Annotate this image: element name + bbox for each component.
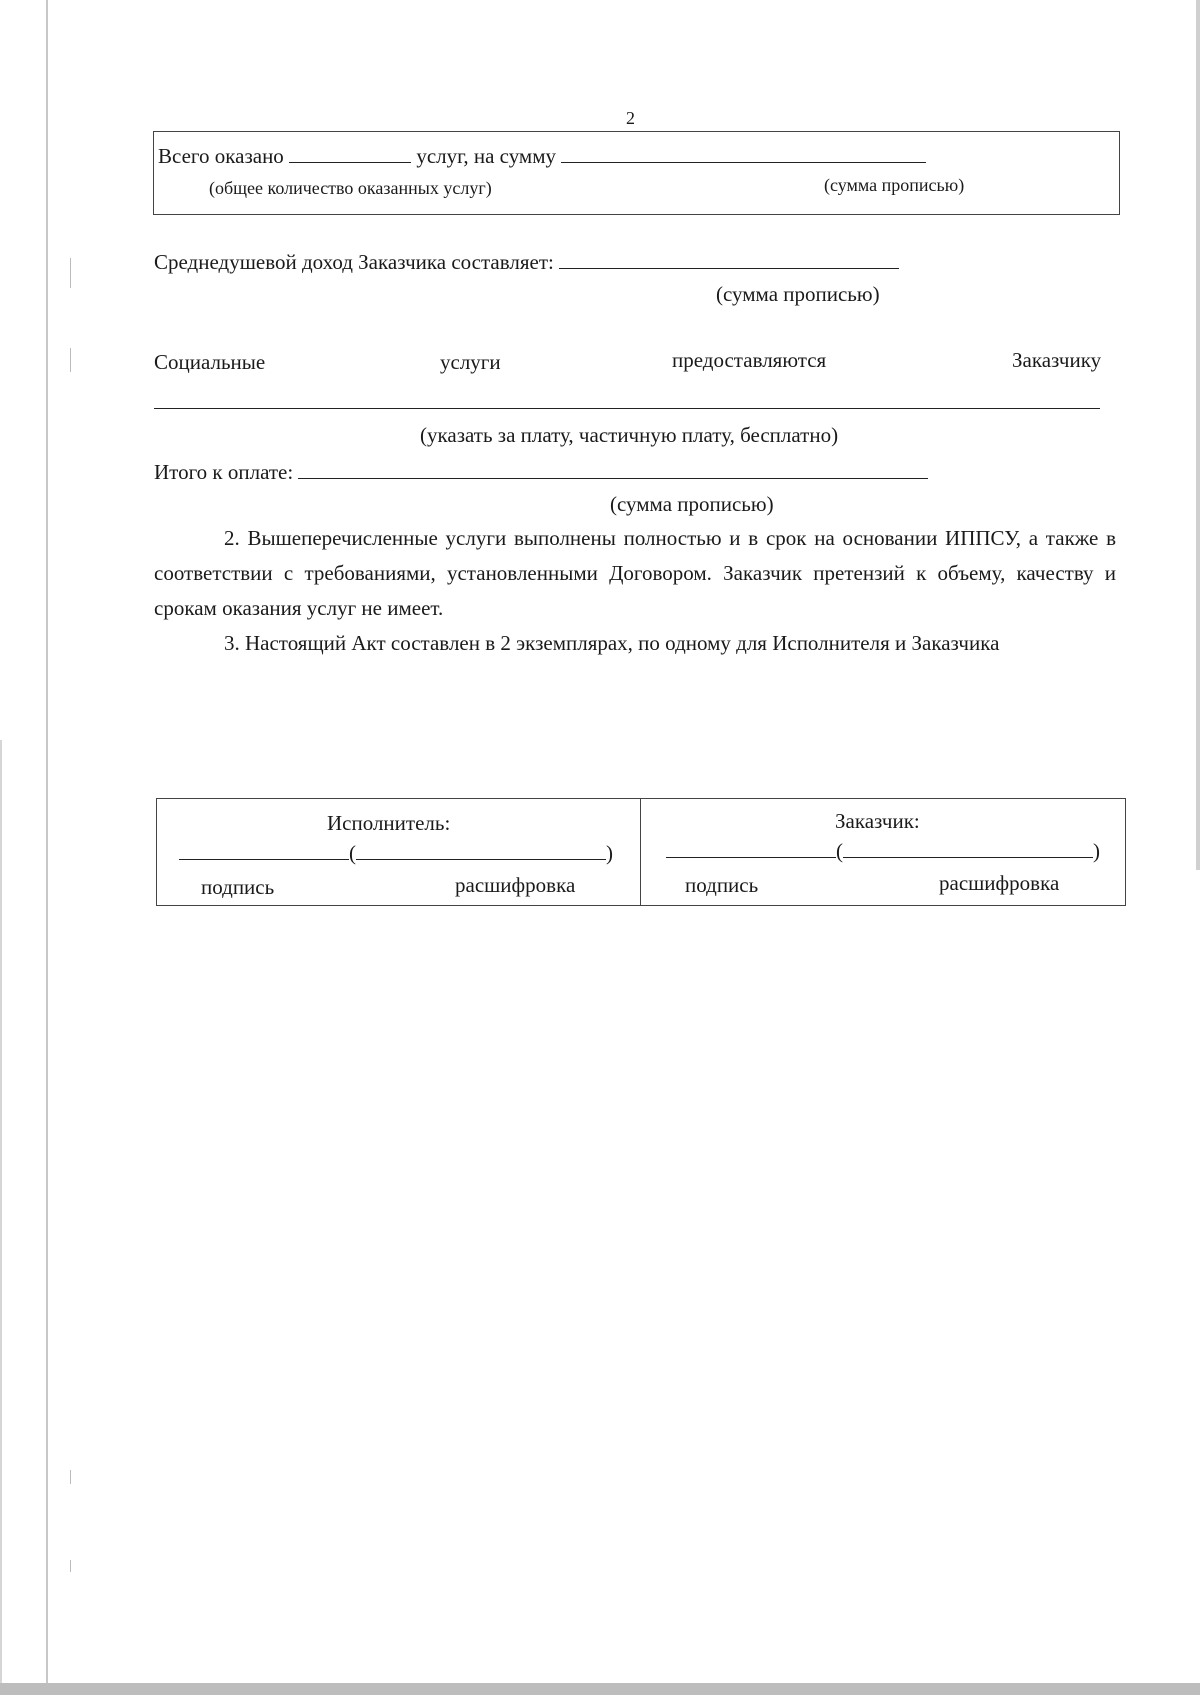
scan-mark: [70, 348, 71, 372]
executor-cell: [157, 799, 641, 905]
open-paren: (: [349, 841, 356, 865]
executor-title: Исполнитель:: [327, 811, 451, 835]
total-pay-label: Итого к оплате:: [154, 460, 294, 484]
page-number: 2: [626, 108, 635, 128]
executor-decode-label: расшифровка: [455, 873, 576, 897]
total-pay-caption: (сумма прописью): [610, 492, 774, 516]
social-word-1: Социальные: [154, 350, 266, 374]
customer-signature-blank[interactable]: [666, 857, 836, 858]
service-count-caption: (общее количество оказанных услуг): [209, 178, 492, 198]
payment-type-caption: (указать за плату, частичную плату, бесплатно): [420, 423, 839, 447]
customer-sign-line: [666, 839, 1100, 864]
services-sum-blank[interactable]: [561, 162, 926, 163]
signature-table: [156, 798, 1126, 906]
customer-sign-label: подпись: [685, 873, 759, 897]
close-paren: ): [1093, 839, 1100, 863]
total-services-line: [158, 144, 926, 169]
executor-sign-label: подпись: [201, 875, 275, 899]
social-word-4: Заказчику: [1012, 348, 1102, 372]
payment-type-blank[interactable]: [154, 408, 1100, 409]
open-paren: (: [836, 839, 843, 863]
services-sum-text: услуг, на сумму: [416, 144, 557, 168]
close-paren: ): [606, 841, 613, 865]
scan-edge-left-outer: [0, 740, 2, 1695]
scan-mark: [70, 1560, 71, 1572]
clause-3-text: 3. Настоящий Акт составлен в 2 экземплярах, по одному для Исполнителя и Заказчика: [224, 631, 1000, 655]
clause-3: [154, 626, 1116, 661]
scan-edge-left: [46, 0, 48, 1685]
services-sum-caption: (сумма прописью): [824, 175, 965, 195]
executor-sign-line: [179, 841, 613, 866]
clause-2: [154, 521, 1116, 626]
customer-cell: [642, 799, 1125, 905]
income-blank[interactable]: [559, 268, 899, 269]
scan-edge-right: [1196, 0, 1200, 870]
total-services-box: [153, 131, 1120, 215]
income-line: [154, 250, 899, 275]
total-pay-blank[interactable]: [298, 478, 928, 479]
scan-mark: [70, 1470, 71, 1484]
customer-decode-blank[interactable]: [843, 857, 1093, 858]
scan-edge-bottom: [0, 1683, 1200, 1695]
customer-title: Заказчик:: [835, 809, 920, 833]
clause-2-text: 2. Вышеперечисленные услуги выполнены полностью и в срок на основании ИППСУ, а также в соответствии с требованиями, установленными Договором. Заказчик претензий к объему, качеству и срокам оказания услуг не имеет.: [154, 526, 1116, 620]
executor-decode-blank[interactable]: [356, 859, 606, 860]
social-word-3: предоставляются: [672, 348, 827, 372]
income-label: Среднедушевой доход Заказчика составляет:: [154, 250, 554, 274]
total-pay-line: [154, 460, 928, 485]
executor-signature-blank[interactable]: [179, 859, 349, 860]
service-count-blank[interactable]: [289, 162, 411, 163]
income-caption: (сумма прописью): [716, 282, 880, 306]
social-word-2: услуги: [440, 350, 501, 374]
scan-mark: [70, 258, 71, 288]
customer-decode-label: расшифровка: [939, 871, 1060, 895]
total-services-text: Всего оказано: [158, 144, 284, 168]
